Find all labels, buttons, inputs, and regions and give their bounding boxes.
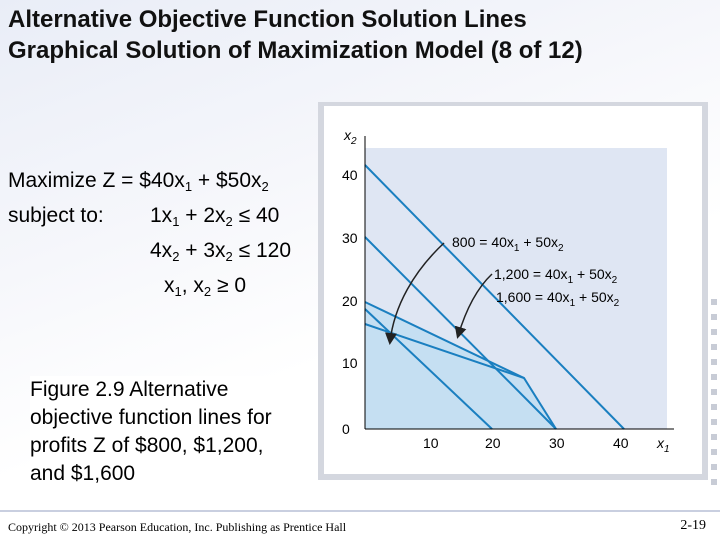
y-tick-label: 10 bbox=[342, 355, 358, 371]
dot bbox=[711, 359, 717, 365]
page-number: 2-19 bbox=[680, 518, 706, 533]
objective-function: Maximize $Z = \$40x_1$ + $\$50x_2$ bbox=[8, 169, 269, 194]
lp-graph bbox=[324, 106, 702, 474]
dot bbox=[711, 449, 717, 455]
non-negativity: $x_1$, $x_2 \ge 0$ bbox=[164, 274, 247, 299]
title-line-2: Graphical Solution of Maximization Model (8 of 12) bbox=[8, 37, 583, 64]
dot bbox=[711, 479, 717, 485]
dot bbox=[711, 299, 717, 305]
objective-label-1200: $1,200 = 40x_1 + 50x_2$ bbox=[494, 266, 618, 286]
title-line-1: Alternative Objective Function Solution Lines bbox=[8, 6, 527, 33]
y-tick-label: 0 bbox=[342, 421, 350, 437]
dot bbox=[711, 329, 717, 335]
y-axis-label: $x_2$ bbox=[344, 127, 357, 147]
constraint-1: subject to: $1x_1 + 2x_2 \le 40$ bbox=[8, 201, 291, 236]
y-tick-label: 30 bbox=[342, 230, 358, 246]
dot bbox=[711, 389, 717, 395]
y-tick-label: 20 bbox=[342, 293, 358, 309]
dot bbox=[711, 419, 717, 425]
slide-title bbox=[8, 4, 713, 66]
model-formulation bbox=[8, 166, 291, 306]
dot bbox=[711, 464, 717, 470]
footer-rule bbox=[0, 510, 720, 512]
objective-label-800: $800 = 40x_1 + 50x_2$ bbox=[452, 234, 564, 254]
y-tick-label: 40 bbox=[342, 167, 358, 183]
x-tick-label: 40 bbox=[613, 435, 629, 451]
constraint-2: $4x_2 + 3x_2 \le 120$ bbox=[150, 239, 292, 264]
subject-to-label: subject to: bbox=[8, 204, 104, 227]
objective-label-1600: $1,600 = 40x_1 + 50x_2$ bbox=[496, 289, 620, 309]
figure-caption: Figure 2.9 Alternative objective function lines for profits Z of $800, $1,200, and $1,600 bbox=[30, 376, 290, 488]
decorative-dots bbox=[708, 290, 720, 510]
x-axis-label: $x_1$ bbox=[657, 435, 670, 455]
dot bbox=[711, 314, 717, 320]
dot bbox=[711, 434, 717, 440]
x-tick-label: 10 bbox=[423, 435, 439, 451]
x-tick-label: 30 bbox=[549, 435, 565, 451]
copyright-footer: Copyright © 2013 Pearson Education, Inc. Publishing as Prentice Hall bbox=[8, 520, 347, 534]
dot bbox=[711, 344, 717, 350]
dot bbox=[711, 374, 717, 380]
x-tick-label: 20 bbox=[485, 435, 501, 451]
dot bbox=[711, 404, 717, 410]
